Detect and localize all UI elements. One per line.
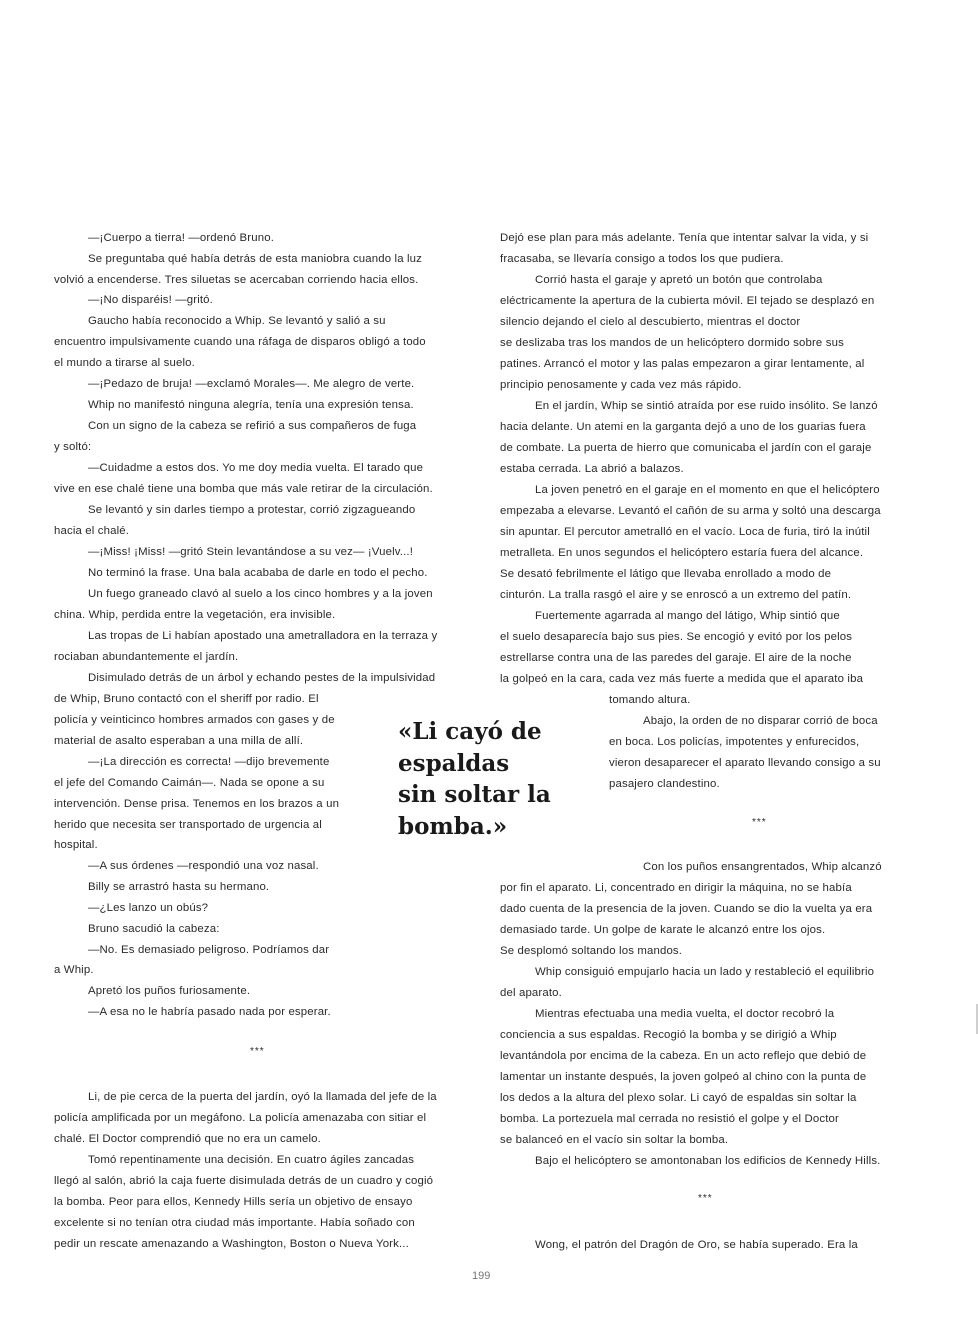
section-separator: *** <box>698 1193 713 1204</box>
text-line: Se desató febrilmente el látigo que llevaba enrollado a modo de <box>500 568 832 580</box>
text-line: Las tropas de Li habían apostado una ametralladora en la terraza y <box>88 630 438 642</box>
text-line: levantándola por encima de la cabeza. En un acto reflejo que debió de <box>500 1050 867 1062</box>
text-line: a Whip. <box>54 964 94 976</box>
text-line: estaba cerrada. La abrió a balazos. <box>500 463 684 475</box>
text-line: Con los puños ensangrentados, Whip alcanzó <box>643 861 882 873</box>
text-line: metralleta. En unos segundos el helicóptero estaría fuera del alcance. <box>500 547 864 559</box>
text-line: material de asalto esperaban a una milla de allí. <box>54 735 304 747</box>
text-line: En el jardín, Whip se sintió atraída por ese ruido insólito. Se lanzó <box>535 400 878 412</box>
text-line: Un fuego graneado clavó al suelo a los cinco hombres y a la joven <box>88 588 433 600</box>
text-line: Li, de pie cerca de la puerta del jardín, oyó la llamada del jefe de la <box>88 1091 437 1103</box>
text-line: La joven penetró en el garaje en el momento en que el helicóptero <box>535 484 880 496</box>
text-line: —A sus órdenes —respondió una voz nasal. <box>88 860 319 872</box>
text-line: tomando altura. <box>609 694 691 706</box>
text-line: el mundo a tirarse al suelo. <box>54 357 195 369</box>
text-line: Whip no manifestó ninguna alegría, tenía una expresión tensa. <box>88 399 414 411</box>
text-line: Se preguntaba qué había detrás de esta maniobra cuando la luz <box>88 253 423 265</box>
text-line: china. Whip, perdida entre la vegetación, era invisible. <box>54 609 336 621</box>
text-line: empezaba a elevarse. Levantó el cañón de su arma y soltó una descarga <box>500 505 881 517</box>
text-line: —¡Miss! ¡Miss! —gritó Stein levantándose a su vez— ¡Vuelv...! <box>88 546 414 558</box>
text-line: Bruno sacudió la cabeza: <box>88 923 220 935</box>
text-line: el jefe del Comando Caimán—. Nada se opone a su <box>54 777 325 789</box>
text-line: conciencia a sus espaldas. Recogió la bomba y se dirigió a Whip <box>500 1029 837 1041</box>
text-line: dado cuenta de la presencia de la joven. Cuando se dio la vuelta ya era <box>500 903 873 915</box>
text-line: encuentro impulsivamente cuando una ráfaga de disparos obligó a todo <box>54 336 426 348</box>
text-line: pasajero clandestino. <box>609 778 720 790</box>
text-line: eléctricamente la apertura de la cubierta móvil. El tejado se desplazó en <box>500 295 875 307</box>
text-line: Tomó repentinamente una decisión. En cuatro ágiles zancadas <box>88 1154 415 1166</box>
pull-quote-line: espaldas <box>398 749 510 777</box>
text-line: llegó al salón, abrió la caja fuerte disimulada detrás de un cuadro y cogió <box>54 1175 434 1187</box>
text-line: excelente si no tenían otra ciudad más importante. Había soñado con <box>54 1217 415 1229</box>
text-line: fracasaba, se llevaría consigo a todos los que pudiera. <box>500 253 784 265</box>
text-line: —¿Les lanzo un obús? <box>88 902 209 914</box>
text-line: Apretó los puños furiosamente. <box>88 985 251 997</box>
text-line: —A esa no le habría pasado nada por esperar. <box>88 1006 331 1018</box>
pull-quote <box>398 716 598 842</box>
text-line: de combate. La puerta de hierro que comunicaba el jardín con el garaje <box>500 442 872 454</box>
text-line: Abajo, la orden de no disparar corrió de boca <box>643 715 878 727</box>
text-line: vive en ese chalé tiene una bomba que más vale retirar de la circulación. <box>54 483 433 495</box>
text-line: se balanceó en el vacío sin soltar la bomba. <box>500 1134 729 1146</box>
text-line: Se levantó y sin darles tiempo a protestar, corrió zigzagueando <box>88 504 416 516</box>
text-line: del aparato. <box>500 987 562 999</box>
text-line: rociaban abundantemente el jardín. <box>54 651 239 663</box>
text-line: Billy se arrastró hasta su hermano. <box>88 881 270 893</box>
text-line: estrellarse contra una de las paredes del garaje. El aire de la noche <box>500 652 852 664</box>
text-line: los dedos a la altura del plexo solar. Li cayó de espaldas sin soltar la <box>500 1092 857 1104</box>
page-number: 199 <box>472 1270 491 1282</box>
text-line: Disimulado detrás de un árbol y echando pestes de la impulsividad <box>88 672 436 684</box>
text-line: Mientras efectuaba una media vuelta, el doctor recobró la <box>535 1008 835 1020</box>
text-line: Se desplomó soltando los mandos. <box>500 945 683 957</box>
text-line: Dejó ese plan para más adelante. Tenía que intentar salvar la vida, y si <box>500 232 869 244</box>
text-line: la golpeó en la cara, cada vez más fuerte a medida que el aparato iba <box>500 673 864 685</box>
text-line: Wong, el patrón del Dragón de Oro, se había superado. Era la <box>535 1239 858 1251</box>
text-line: se deslizaba tras los mandos de un helicóptero dormido sobre sus <box>500 337 844 349</box>
text-line: policía amplificada por un megáfono. La policía amenazaba con sitiar el <box>54 1112 427 1124</box>
text-line: de Whip, Bruno contactó con el sheriff por radio. El <box>54 693 319 705</box>
pull-quote-line: sin soltar la <box>398 781 551 808</box>
text-line: —Cuidadme a estos dos. Yo me doy media vuelta. El tarado que <box>88 462 424 474</box>
text-line: chalé. El Doctor comprendió que no era un camelo. <box>54 1133 321 1145</box>
text-line: —¡No disparéis! —gritó. <box>88 294 213 306</box>
text-line: —No. Es demasiado peligroso. Podríamos dar <box>88 944 330 956</box>
text-line: policía y veinticinco hombres armados con gases y de <box>54 714 335 726</box>
text-line: volvió a encenderse. Tres siluetas se acercaban corriendo hacia ellos. <box>54 274 419 286</box>
text-line: patines. Arrancó el motor y las palas empezaron a girar lentamente, al <box>500 358 865 370</box>
pull-quote-line: «Li cayó de <box>398 718 542 745</box>
text-line: —¡La dirección es correcta! —dijo brevemente <box>88 756 330 768</box>
text-line: Gaucho había reconocido a Whip. Se levantó y salió a su <box>88 315 386 327</box>
text-line: hacia el chalé. <box>54 525 130 537</box>
text-line: No terminó la frase. Una bala acababa de darle en todo el pecho. <box>88 567 428 579</box>
text-line: y soltó: <box>54 441 92 453</box>
text-line: vieron desaparecer el aparato llevando consigo a su <box>609 757 881 769</box>
text-line: Bajo el helicóptero se amontonaban los edificios de Kennedy Hills. <box>535 1155 881 1167</box>
section-separator: *** <box>752 817 767 828</box>
text-line: principio penosamente y cada vez más rápido. <box>500 379 742 391</box>
text-line: en boca. Los policías, impotentes y enfurecidos, <box>609 736 860 748</box>
text-line: —¡Cuerpo a tierra! —ordenó Bruno. <box>88 232 275 244</box>
text-line: Fuertemente agarrada al mango del látigo, Whip sintió que <box>535 610 840 622</box>
text-line: silencio dejando el cielo al descubierto, mientras el doctor <box>500 316 801 328</box>
text-line: Whip consiguió empujarlo hacia un lado y restableció el equilibrio <box>535 966 875 978</box>
section-separator: *** <box>250 1046 265 1057</box>
text-line: —¡Pedazo de bruja! —exclamó Morales—. Me alegro de verte. <box>88 378 415 390</box>
text-line: bomba. La portezuela mal cerrada no resistió el golpe y el Doctor <box>500 1113 839 1125</box>
text-line: pedir un rescate amenazando a Washington, Boston o Nueva York... <box>54 1238 409 1250</box>
text-line: hospital. <box>54 839 98 851</box>
text-line: el suelo desaparecía bajo sus pies. Se encogió y evitó por los pelos <box>500 631 853 643</box>
text-line: demasiado tarde. Un golpe de karate le alcanzó entre los ojos. <box>500 924 826 936</box>
text-line: por fin el aparato. Li, concentrado en dirigir la máquina, no se había <box>500 882 852 894</box>
text-line: Con un signo de la cabeza se refirió a sus compañeros de fuga <box>88 420 417 432</box>
text-line: herido que necesita ser transportado de urgencia al <box>54 819 322 831</box>
text-line: sin apuntar. El percutor ametralló en el vacío. Loca de furia, tiró la inútil <box>500 526 870 538</box>
text-line: intervención. Dense prisa. Tenemos en los brazos a un <box>54 798 340 810</box>
pull-quote-line: bomba.» <box>398 812 508 840</box>
text-line: la bomba. Peor para ellos, Kennedy Hills sería un objetivo de ensayo <box>54 1196 413 1208</box>
text-line: Corrió hasta el garaje y apretó un botón que controlaba <box>535 274 823 286</box>
text-line: hacia delante. Un atemi en la garganta dejó a uno de los guarias fuera <box>500 421 866 433</box>
text-line: lamentar un instante después, la joven golpeó al chino con la punta de <box>500 1071 867 1083</box>
text-line: cinturón. La tralla rasgó el aire y se enroscó a un extremo del patín. <box>500 589 852 601</box>
